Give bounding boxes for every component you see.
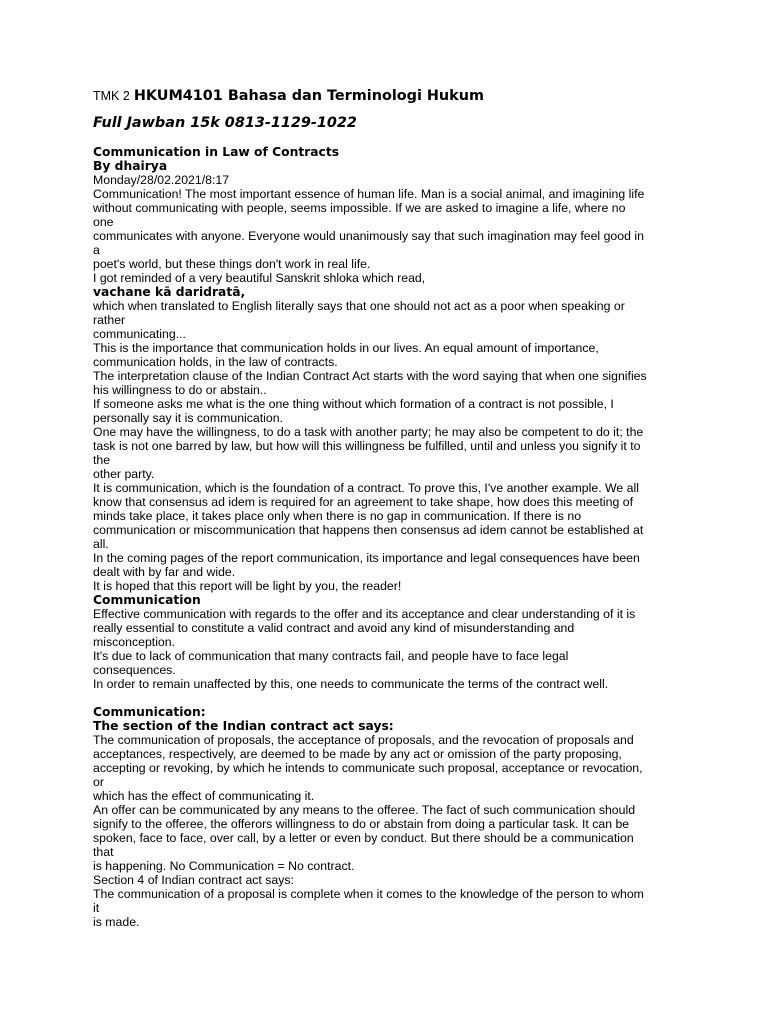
text-line: without communicating with people, seems impossible. If we are asked to imagine a life, where no <box>93 201 626 215</box>
text-line: poet's world, but these things don't work in real life. <box>93 257 371 271</box>
section-heading: vachane kā daridratā, <box>93 285 246 299</box>
text-line: which when translated to English literally says that one should not act as a poor when speaking or <box>93 299 625 313</box>
text-line: Effective communication with regards to the offer and its acceptance and clear understanding of it is <box>93 607 636 621</box>
text-line: which has the effect of communicating it. <box>93 789 315 803</box>
text-line: his willingness to do or abstain.. <box>93 383 267 397</box>
text-line: personally say it is communication. <box>93 411 283 425</box>
text-line: Section 4 of Indian contract act says: <box>93 873 294 887</box>
section-heading: The section of the Indian contract act says: <box>93 719 394 733</box>
text-line: signify to the offeree, the offerors willingness to do or abstain from doing a particular task. It can be <box>93 817 630 831</box>
text-line: It is communication, which is the foundation of a contract. To prove this, I've another example. We all <box>93 481 639 495</box>
text-line: the <box>93 453 111 467</box>
text-line: An offer can be communicated by any means to the offeree. The fact of such communication should <box>93 803 636 817</box>
text-line: This is the importance that communication holds in our lives. An equal amount of importance, <box>93 341 599 355</box>
section-heading: Communication <box>93 593 201 607</box>
blank-line <box>93 691 683 705</box>
text-line: is happening. No Communication = No contract. <box>93 859 355 873</box>
text-line: It is hoped that this report will be light by you, the reader! <box>93 579 402 593</box>
course-title: HKUM4101 Bahasa dan Terminologi Hukum <box>133 88 484 104</box>
text-line: In the coming pages of the report communication, its importance and legal consequences have been <box>93 551 640 565</box>
text-line: that <box>93 845 114 859</box>
document-body <box>93 145 683 929</box>
text-line: misconception. <box>93 635 176 649</box>
text-line: communication or miscommunication that happens then consensus ad idem cannot be established at <box>93 523 644 537</box>
section-heading: By dhairya <box>93 159 168 173</box>
course-heading <box>93 86 683 106</box>
text-line: Monday/28/02.2021/8:17 <box>93 173 230 187</box>
text-line: it <box>93 901 100 915</box>
text-line: is made. <box>93 915 140 929</box>
text-line: consequences. <box>93 663 176 677</box>
text-line: communication holds, in the law of contracts. <box>93 355 338 369</box>
document-page <box>93 86 683 929</box>
section-heading: Communication: <box>93 705 206 719</box>
text-line: The interpretation clause of the Indian Contract Act starts with the word saying that when one signifies <box>93 369 647 383</box>
text-line: a <box>93 243 100 257</box>
jawaban-line: Full Jawban 15k 0813-1129-1022 <box>93 115 357 131</box>
text-line: The communication of proposals, the acceptance of proposals, and the revocation of proposals and <box>93 733 634 747</box>
text-line: one <box>93 215 114 229</box>
text-line: accepting or revoking, by which he intends to communicate such proposal, acceptance or revocation, <box>93 761 643 775</box>
text-line: or <box>93 775 104 789</box>
text-line: other party. <box>93 467 155 481</box>
text-line: spoken, face to face, over call, by a letter or even by conduct. But there should be a communication <box>93 831 634 845</box>
text-line: rather <box>93 313 126 327</box>
text-line: all. <box>93 537 109 551</box>
text-line: Communication! The most important essence of human life. Man is a social animal, and imagining life <box>93 187 645 201</box>
text-line: communicating... <box>93 327 186 341</box>
text-line: communicates with anyone. Everyone would unanimously say that such imagination may feel good in <box>93 229 644 243</box>
text-line: really essential to constitute a valid contract and avoid any kind of misunderstanding and <box>93 621 575 635</box>
text-line: acceptances, respectively, are deemed to be made by any act or omission of the party proposing, <box>93 747 622 761</box>
text-line: It's due to lack of communication that many contracts fail, and people have to face legal <box>93 649 569 663</box>
text-line: The communication of a proposal is complete when it comes to the knowledge of the person to whom <box>93 887 644 901</box>
text-line: One may have the willingness, to do a task with another party; he may also be competent to do it; the <box>93 425 644 439</box>
text-line: know that consensus ad idem is required for an agreement to take shape, how does this meeting of <box>93 495 634 509</box>
text-line: In order to remain unaffected by this, one needs to communicate the terms of the contract well. <box>93 677 609 691</box>
text-line: dealt with by far and wide. <box>93 565 236 579</box>
tmk-label: TMK 2 <box>93 89 130 103</box>
text-line: task is not one barred by law, but how will this willingness be fulfilled, until and unless you signify it to <box>93 439 641 453</box>
section-heading: Communication in Law of Contracts <box>93 145 340 159</box>
text-line: If someone asks me what is the one thing without which formation of a contract is not possible, I <box>93 397 614 411</box>
text-line: I got reminded of a very beautiful Sanskrit shloka which read, <box>93 271 426 285</box>
text-line: minds take place, it takes place only when there is no gap in communication. If there is no <box>93 509 582 523</box>
